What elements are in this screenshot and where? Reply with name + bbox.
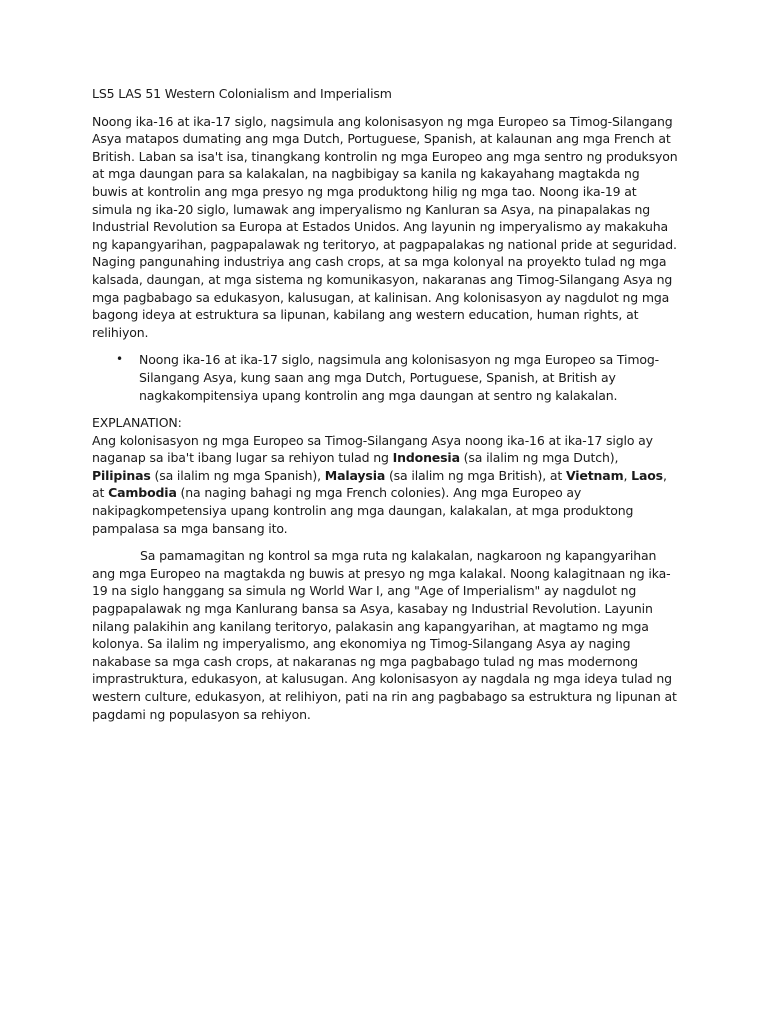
bullet-marker: • [116, 352, 123, 367]
document-title: LS5 LAS 51 Western Colonialism and Imperialism [92, 86, 392, 101]
closing-paragraph: Sa pamamagitan ng kontrol sa mga ruta ng kalakalan, nagkaroon ng kapangyarihan ang mga Europeo na magtakda ng buwis at presyo ng mga kalakal. Noong kalagitnaan ng ika-19 na siglo hanggang sa simula ng World War I, ang "Age of Imperialism" ay nagdulot ng pagpapalawak ng mga Kanlurang bansa sa Asya, kasabay ng Industrial Revolution. Layunin nilang palakihin ang kanilang teritoryo, palakasin ang kapangyarihan, at magtamo ng mga kolonya. Sa ilalim ng imperyalismo, ang ekonomiya ng Timog-Silangang Asya ay naging nakabase sa mga cash crops, at nakaranas ng mga pagbabago tulad ng mas modernong imprastruktura, edukasyon, at kalusugan. Ang kolonisasyon ay nagdala ng mga ideya tulad ng western culture, edukasyon, at relihiyon, pati na rin ang pagbabago sa estruktura ng lipunan at pagdami ng populasyon sa rehiyon. [92, 548, 677, 722]
list-item [92, 351, 678, 404]
explanation-label: EXPLANATION: [92, 415, 182, 431]
explanation-text-7: (na naging bahagi ng mga French colonies). Ang mga Europeo ay nakipagkompetensiya upang kontrolin ang mga daungan, kalakalan, at mga produktong pampalasa sa mga bansang ito. [92, 485, 634, 536]
explanation-text-4: (sa ilalim ng mga British), at [385, 467, 566, 483]
explanation-text-1: Ang kolonisasyon ng mga Europeo sa Timog-Silangang Asya noong ika-16 at ika-17 siglo ay naganap sa iba't ibang lugar sa rehiyon tulad ng [92, 432, 653, 466]
explanation-text-6: , at [92, 467, 667, 501]
intro-paragraph: Noong ika-16 at ika-17 siglo, nagsimula ang kolonisasyon ng mga Europeo sa Timog-Silangang Asya matapos dumating ang mga Dutch, Portuguese, Spanish, at kalaunan ang mga French at British. Laban sa isa't isa, tinangkang kontrolin ng mga Europeo ang mga sentro ng produksyon at mga daungan para sa kalakalan, na nagbibigay sa kanila ng kakayahang magtakda ng buwis at kontrolin ang mga presyo ng mga produktong hilig ng mga tao. Noong ika-19 at simula ng ika-20 siglo, lumawak ang imperyalismo ng Kanluran sa Asya, na pinapalakas ng Industrial Revolution sa Europa at Estados Unidos. Ang layunin ng imperyalismo ay makakuha ng kapangyarihan, pagpapalawak ng teritoryo, at pagpapalakas ng national pride at seguridad. Naging pangunahing industriya ang cash crops, at sa mga kolonyal na proyekto tulad ng mga kalsada, daungan, at mga sistema ng komunikasyon, nakaranas ang Timog-Silangang Asya ng mga pagbabago sa edukasyon, kalusugan, at kalinisan. Ang kolonisasyon ay nagdulot ng mga bagong ideya at estruktura sa lipunan, kabilang ang western education, human rights, at relihiyon. [92, 113, 678, 340]
country-cambodia: Cambodia [108, 485, 177, 501]
explanation-text-2: (sa ilalim ng mga Dutch), [459, 450, 619, 466]
country-malaysia: Malaysia [324, 467, 386, 483]
explanation-text-3: (sa ilalim ng mga Spanish), [150, 467, 325, 483]
country-indonesia: Indonesia [392, 450, 460, 466]
country-vietnam: Vietnam [565, 467, 624, 483]
bullet-list [92, 351, 678, 404]
explanation-paragraph [92, 414, 678, 537]
country-pilipinas: Pilipinas [92, 467, 151, 483]
document-page [92, 85, 678, 733]
bullet-text: Noong ika-16 at ika-17 siglo, nagsimula ang kolonisasyon ng mga Europeo sa Timog-Silangang Asya, kung saan ang mga Dutch, Portuguese, Spanish, at British ay nagkakompitensiya upang kontrolin ang mga daungan at sentro ng kalakalan. [139, 352, 660, 403]
explanation-text-5: , [623, 467, 632, 483]
country-laos: Laos [631, 467, 663, 483]
